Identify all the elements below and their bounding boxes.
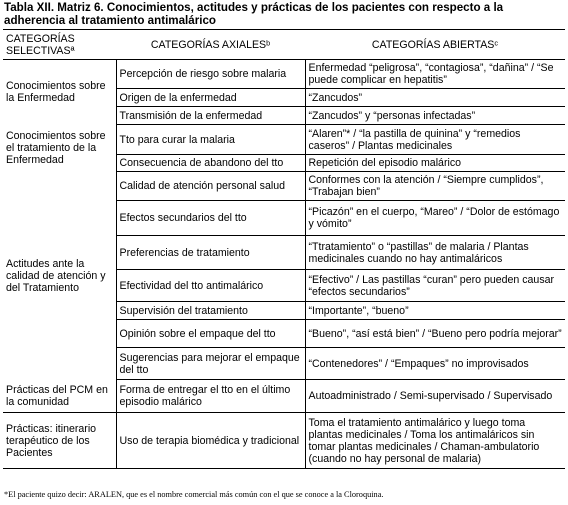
axial-cell: Uso de terapia biomédica y tradicional xyxy=(116,413,305,469)
selectiva-cell: Actitudes ante la calidad de atención y del Tratamiento xyxy=(3,172,116,380)
table-row xyxy=(3,125,565,155)
table-row xyxy=(3,60,565,89)
axial-cell: Opinión sobre el empaque del tto xyxy=(116,320,305,348)
axial-cell: Preferencias de tratamiento xyxy=(116,236,305,270)
axial-cell: Supervisión del tratamiento xyxy=(116,302,305,320)
header-selectivas: CATEGORÍAS SELECTIVASª xyxy=(3,30,116,60)
abierta-cell: Conformes con la atención / “Siempre cumplidos”, “Trabajan bien” xyxy=(305,172,565,201)
header-abiertas: CATEGORÍAS ABIERTASᶜ xyxy=(305,30,565,60)
axial-cell: Efectividad del tto antimalárico xyxy=(116,270,305,302)
footnote: *El paciente quizo decir: ARALEN, que es el nombre comercial más común con el que se conoce a la Cloroquina. xyxy=(4,490,384,499)
axial-cell: Consecuencia de abandono del tto xyxy=(116,155,305,172)
matrix-table xyxy=(3,29,565,469)
table-caption: Tabla XII. Matriz 6. Conocimientos, actitudes y prácticas de los pacientes con respecto a la adherencia al tratamiento antimalárico xyxy=(4,1,504,27)
abierta-cell: “Contenedores” / “Empaques” no improvisados xyxy=(305,348,565,380)
abierta-cell: “Zancudos” xyxy=(305,89,565,107)
axial-cell: Tto para curar la malaria xyxy=(116,125,305,155)
axial-cell: Origen de la enfermedad xyxy=(116,89,305,107)
abierta-cell: “Picazón” en el cuerpo, “Mareo” / “Dolor de estómago y vómito” xyxy=(305,201,565,236)
selectiva-cell: Prácticas del PCM en la comunidad xyxy=(3,380,116,413)
axial-cell: Forma de entregar el tto en el último episodio malárico xyxy=(116,380,305,413)
abierta-cell: “Bueno”, “así está bien” / “Bueno pero podría mejorar” xyxy=(305,320,565,348)
axial-cell: Transmisión de la enfermedad xyxy=(116,107,305,125)
axial-cell: Calidad de atención personal salud xyxy=(116,172,305,201)
abierta-cell: Toma el tratamiento antimalárico y luego toma plantas medicinales / Toma los antimaláricos sin tomar plantas medicinales / Chaman-ambulatorio (cuando no hay personal de malaria) xyxy=(305,413,565,469)
table-row xyxy=(3,413,565,469)
selectiva-cell: Conocimientos sobre la Enfermedad xyxy=(3,60,116,125)
axial-cell: Percepción de riesgo sobre malaria xyxy=(116,60,305,89)
abierta-cell: “Zancudos” y “personas infectadas” xyxy=(305,107,565,125)
abierta-cell: Enfermedad “peligrosa”, “contagiosa”, “dañina” / “Se puede complicar en hepatitis” xyxy=(305,60,565,89)
abierta-cell: “Efectivo” / Las pastillas “curan” pero pueden causar “efectos secundarios” xyxy=(305,270,565,302)
axial-cell: Efectos secundarios del tto xyxy=(116,201,305,236)
abierta-cell: Repetición del episodio malárico xyxy=(305,155,565,172)
abierta-cell: “Ttratamiento” o “pastillas” de malaria / Plantas medicinales cuando no hay antimaláricos xyxy=(305,236,565,270)
selectiva-cell: Prácticas: itinerario terapéutico de los Pacientes xyxy=(3,413,116,469)
abierta-cell: “Alaren”* / “la pastilla de quinina” y “remedios caseros” / Plantas medicinales xyxy=(305,125,565,155)
abierta-cell: Autoadministrado / Semi-supervisado / Supervisado xyxy=(305,380,565,413)
table-row xyxy=(3,380,565,413)
selectiva-cell: Conocimientos sobre el tratamiento de la Enfermedad xyxy=(3,125,116,172)
table-row xyxy=(3,172,565,201)
axial-cell: Sugerencias para mejorar el empaque del tto xyxy=(116,348,305,380)
header-axiales: CATEGORÍAS AXIALESᵇ xyxy=(116,30,305,60)
header-row xyxy=(3,30,565,60)
abierta-cell: “Importante”, “bueno” xyxy=(305,302,565,320)
